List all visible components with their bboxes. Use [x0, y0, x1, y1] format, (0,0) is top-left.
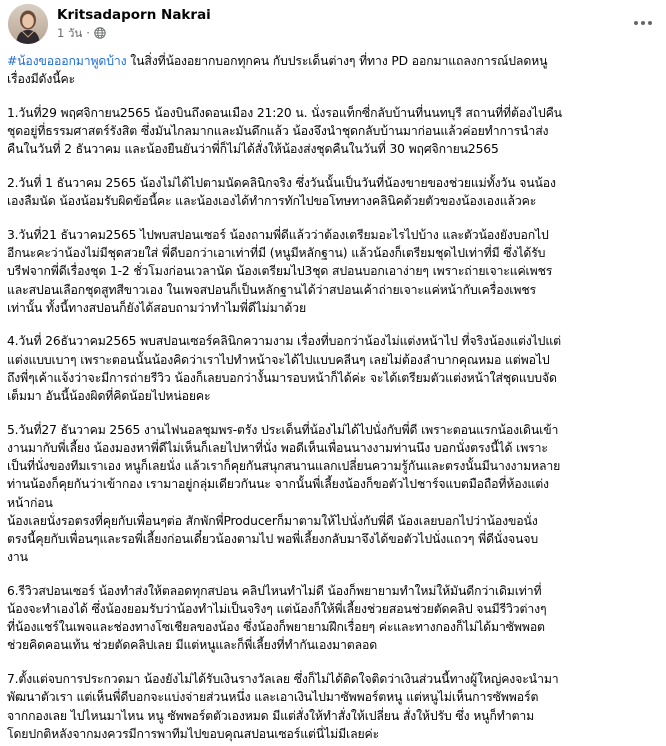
paragraph-line: เป็นที่นั่งของทีมเราเอง หนูก็เลยนั่ง แล้วเราก็คุยกันสนุกสนานแลกเปลี่ยนความรู้กันและตรงนั้นมีนางงามหลาย — [7, 459, 561, 474]
separator-dot: · — [86, 25, 90, 40]
post-paragraph — [7, 421, 657, 567]
post-time[interactable]: 1 วัน — [57, 25, 83, 40]
paragraph-line: อีกนะคะว่าน้องไม่มีชุดสวยใส่ พี่ดีบอกว่าเอาเท่าที่มี (หนูมีหลักฐาน) แล้วน้องก็เตรียมชุดไปเท่าที่มี ซึ่งได้รับ — [7, 246, 546, 261]
paragraph-line: ตรงนี้คุยกับเพื่อนๆและรอพี่เลี้ยงก่อนเดี๋ยวน้องตามไป พอพี่เลี้ยงกลับมาจึงได้ขอตัวไปนั่งแถวๆ พี่ดีนั่งจนจบ — [7, 531, 539, 546]
post-paragraph — [7, 226, 657, 317]
avatar-image — [8, 4, 48, 44]
paragraph-line: ที่น้องแชร์ในเพจและช่องทางโซเชียลของน้อง ซึ่งน้องก็พยายามฝึกเรื่อยๆ ค่ะและทางกองก็ไม่ได้มาซัพพอต — [7, 620, 545, 635]
paragraph-line: คืนในวันที่ 2 ธันวาคม และน้องยืนยันว่าพี่ก็ไม่ได้สั่งให้น้องส่งชุดคืนในวันที่ 30 พฤศจิกายน2565 — [7, 142, 499, 157]
more-options-button[interactable] — [631, 12, 655, 34]
paragraph-line: ท่านน้องก็คุยกันว่าเข้ากอง เรามาอยู่กลุ่มเดียวกันนะ จากนั้นพี่เลี้ยงน้องก็ขอตัวไปชาร์จแบตมือถือที่ห้องแต่ง — [7, 477, 549, 492]
ellipsis-icon — [633, 20, 653, 26]
paragraph-line: 6.รีวิวสปอนเซอร์ น้องทำส่งให้ตลอดทุกสปอน คลิปไหนทำไม่ดี น้องก็พยายามทำใหม่ให้มันดีกว่าเดิมเท่าที่ — [7, 583, 542, 598]
paragraph-line: น้องจะทำเองได้ ซึ่งน้องยอมรับว่าน้องทำไม่เป็นจริงๆ แต่น้องก็ให้พี่เลี้ยงช่วยสอนช่วยตัดคลิป จนมีรีวิวต่างๆ — [7, 602, 547, 617]
avatar[interactable] — [8, 4, 48, 44]
post-intro — [7, 52, 657, 88]
paragraph-line: โดยปกติหลังจากมงควรมีการพาทีมไปขอบคุณสปอนเซอร์แต่นี่ไม่มีเลยค่ะ — [7, 726, 380, 741]
author-name[interactable]: Kritsadaporn Nakrai — [57, 6, 211, 23]
paragraph-line: เท่านั้น ทั้งนี้ทางสปอนก็ยังได้สอบถามว่าทำไมพี่ดีไม่มาด้วย — [7, 300, 306, 315]
paragraph-line: 4.วันที่ 26ธันวาคม2565 พบสปอนเซอร์คลินิกความงาม เรื่องที่บอกว่าน้องไม่แต่งหน้าไป ที่จริงน้องแต่งไปแต่ — [7, 334, 561, 349]
paragraph-line: เต็มมา อันนี้น้องผิดที่คิดน้อยไปหน่อยคะ — [7, 389, 211, 404]
globe-icon — [94, 27, 106, 39]
paragraph-line: 2.วันที่ 1 ธันวาคม 2565 น้องไม่ได้ไปตามนัดคลินิกจริง ซึ่งวันนั้นเป็นวันที่น้องขายของช่วยแม่ทั้งวัน จนน้อง — [7, 176, 556, 191]
paragraph-line: 5.วันที่27 ธันวาคม 2565 งานไฟนอลชุมพร-ตรัง ประเด็นที่น้องไม่ได้ไปนั่งกับพี่ดี เพราะตอนแรกน้องเดินเข้า — [7, 422, 559, 437]
paragraph-line: 7.ตั้งแต่จบการประกวดมา น้องยังไม่ได้รับเงินรางวัลเลย ซึ่งก็ไม่ได้ติดใจติดว่าเงินส่วนนี้ทางผู้ใหญ่คงจะนำมา — [7, 672, 559, 687]
paragraph-line: งานมากับพี่เลี้ยง น้องมองหาพี่ดีไม่เห็นก็เลยไปหาที่นั่ง พอดีเห็นเพื่อนนางงามท่านนึง บอกนั่งตรงนี้ได้ เพราะ — [7, 440, 548, 455]
paragraph-line: เองลืมนัด น้องน้อมรับผิดข้อนี้คะ และน้องเองได้ทำการทักไปขอโทษทางคลินิคด้วยตัวของน้องเองแล้วคะ — [7, 194, 537, 209]
paragraph-line: หน้าก่อน — [7, 495, 53, 510]
paragraph-line: พัฒนาตัวเรา แต่เห็นพี่ดีบอกจะแบ่งจ่ายส่วนหนึ่ง และเอาเงินไปมาซัพพอร์ตหนู แต่หนูไม่เห็นการซัพพอร์ต — [7, 690, 539, 705]
post-meta — [57, 7, 211, 41]
post-paragraph — [7, 582, 657, 655]
paragraph-line: ชุดอยู่ที่ธรรมศาสตร์รังสิต ซึ่งมันไกลมากและมันดึกแล้ว น้องจึงนำชุดกลับบ้านมาก่อนแล้วค่อยทำการนำส่ง — [7, 124, 549, 139]
post-paragraph — [7, 174, 657, 210]
post-paragraph — [7, 104, 657, 159]
paragraph-line: แต่งแบบเบาๆ เพราะตอนนั้นน้องคิดว่าเราไปทำหน้าจะได้ไปแบบคลีนๆ เลยไม่ต้องลำบากคุณหมอ แต่พอไป — [7, 352, 550, 367]
paragraph-line: น้องเลยนั่งรอตรงที่คุยกับเพื่อนๆต่อ สักพักพี่Producerก็มาตามให้ไปนั่งกับพี่ดี น้องเลยบอกไปว่าน้องขอนั่ง — [7, 513, 538, 528]
paragraph-line: บรีฟจากพี่ดีเรื่องชุด 1-2 ชั่วโมงก่อนเวลานัด น้องเตรียมไป3ชุด สปอนบอกเอาง่ายๆ เพราะถ่ายเจาะแค่เพชร — [7, 264, 553, 279]
post-paragraph — [7, 332, 657, 405]
post-content — [7, 52, 657, 743]
post-paragraph — [7, 670, 657, 743]
post-subline — [57, 26, 211, 41]
paragraph-line: ช่วยคิดคอนเท้น ช่วยตัดคลิปเลย มีแต่หนูและก็พี่เลี้ยงที่ทำกันเองมาตลอด — [7, 638, 378, 653]
paragraph-line: จากกองเลย ไปไหนมาไหน หนู ซัพพอร์ตตัวเองหมด มีแต่สั่งให้ทำสั่งให้เปลี่ยน สั่งให้ปรับ ซึ่ง หนูก็ทำตาม — [7, 708, 535, 723]
post-paragraphs — [7, 104, 657, 743]
paragraph-line: งาน — [7, 550, 28, 565]
intro-line-1 — [7, 52, 657, 70]
intro-line-2: เรื่องมีดังนี้คะ — [7, 72, 76, 87]
paragraph-line: และสปอนเลือกชุดสูทสีขาวเอง ในเพจสปอนก็เป็นหลักฐานได้ว่าสปอนเค้าถ่ายเจาะแค่หน้ากับเครื่องเพชร — [7, 282, 536, 297]
paragraph-line: 3.วันที่21 ธันวาคม2565 ไปพบสปอนเซอร์ น้องถามพี่ดีแล้วว่าต้องเตรียมอะไรไปบ้าง และตัวน้องยังบอกไป — [7, 227, 549, 242]
intro-line-1-text: ในสิ่งที่น้องอยากบอกทุกคน กับประเด็นต่างๆ ที่ทาง PD ออกมาแถลงการณ์ปลดหนู — [126, 54, 548, 68]
paragraph-line: 1.วันที่29 พฤศจิกายน2565 น้องบินถึงดอนเมือง 21:20 น. นั่งรอแท็กซี่กลับบ้านที่นนทบุรี สถานที่ที่ต้องไปคืน — [7, 105, 562, 120]
post-header — [7, 0, 657, 48]
paragraph-line: ถึงพี่ๆเค้าแจ้งว่าจะมีการถ่ายรีวิว น้องก็เลยบอกว่างั้นมารอบหน้าก็ได้ค่ะ จะได้เตรียมตัวแต่งหน้าใส่ชุดแบบจัด — [7, 370, 557, 385]
hashtag-link[interactable]: #น้องขอออกมาพูดบ้าง — [7, 54, 127, 68]
